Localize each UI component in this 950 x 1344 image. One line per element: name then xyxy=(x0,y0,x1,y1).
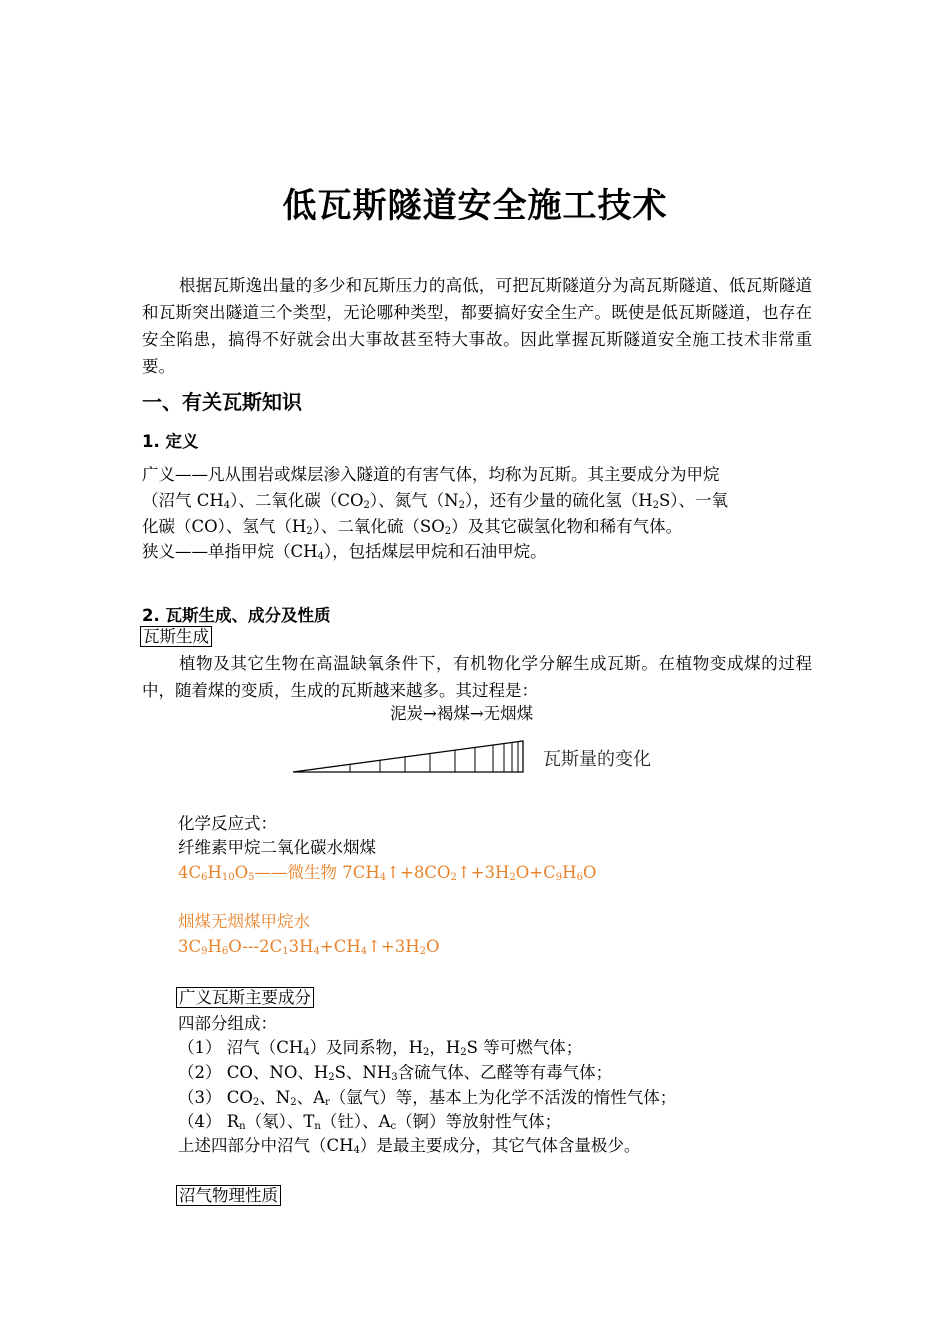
box-label-generation: 瓦斯生成 xyxy=(140,626,212,647)
reaction-heading: 化学反应式： xyxy=(178,814,277,833)
components-summary: 上述四部分中沼气$(CH_4)$是最主要成分，其它气体含量极少。 xyxy=(178,1136,641,1156)
gas-volume-diagram xyxy=(290,738,530,778)
component-item-1: （1） 沼气$(CH_4)$及同系物，$H_2$，$H_2S$ 等可燃气体； xyxy=(178,1038,583,1058)
subheading-definition: 1. 定义 xyxy=(142,432,199,451)
component-item-3: （3） $CO_2$、$N_2$、$A_r$（氩气）等，基本上为化学不活泼的惰性气体； xyxy=(178,1088,677,1108)
generation-paragraph: 植物及其它生物在高温缺氧条件下，有机物化学分解生成瓦斯。在植物变成煤的过程中，随着煤的变质，生成的瓦斯越来越多。其过程是： xyxy=(142,654,812,700)
component-item-4: （4） $R_n$（氡）、$T_n$（钍）、$A_c$（锕）等放射性气体； xyxy=(178,1112,562,1132)
box-label-main-components: 广义瓦斯主要成分 xyxy=(176,987,314,1008)
definition-broad-line-1: 广义——凡从围岩或煤层渗入隧道的有害气体，均称为瓦斯。其主要成分为甲烷 xyxy=(142,465,720,484)
definition-broad-line-3: 化碳（CO）、氢气$(H_2)$、二氧化硫$(SO_2)$及其它碳氢化物和稀有气体。 xyxy=(142,517,683,537)
intro-paragraph: 根据瓦斯逸出量的多少和瓦斯压力的高低，可把瓦斯隧道分为高瓦斯隧道、低瓦斯隧道和瓦斯突出隧道三个类型，无论哪种类型，都要搞好安全生产。既使是低瓦斯隧道，也存在安全陷患，搞得不好就会出大事故甚至特大事故。因此掌握瓦斯隧道安全施工技术非常重要。 xyxy=(142,276,812,376)
diagram-label: 瓦斯量的变化 xyxy=(543,749,651,770)
reaction-words-2: 烟煤无烟煤甲烷水 xyxy=(178,912,310,931)
definition-broad-line-2: （沼气 $CH_4$）、二氧化碳$(CO_2)$、氮气$(N_2)$，还有少量的硫化氢$(H_2S)$、一氧 xyxy=(142,491,729,511)
coalification-process: 泥炭→褐煤→无烟煤 xyxy=(390,704,534,723)
component-item-2: （2） CO、NO、$H_2S$、$NH_3$含硫气体、乙醛等有毒气体； xyxy=(178,1063,613,1083)
reaction-words: 纤维素甲烷二氧化碳水烟煤 xyxy=(178,838,376,857)
four-parts-heading: 四部分组成： xyxy=(178,1014,277,1033)
reaction-equation-1: $4C_6H_{10}O_5——$微生物 $7CH_4↑+8CO_2↑+3H_2O+C_9H_6O$ xyxy=(178,863,597,883)
section-heading-1: 一、有关瓦斯知识 xyxy=(142,390,302,414)
reaction-equation-2: $3C_9H_6O---2C_13H_4+CH_4↑+3H_2O$ xyxy=(178,937,440,957)
subheading-generation: 2. 瓦斯生成、成分及性质 xyxy=(142,606,331,625)
box-label-physical-properties: 沼气物理性质 xyxy=(176,1185,281,1206)
definition-narrow: 狭义——单指甲烷$(CH_4)$，包括煤层甲烷和石油甲烷。 xyxy=(142,542,547,562)
page-title: 低瓦斯隧道安全施工技术 xyxy=(282,186,668,226)
